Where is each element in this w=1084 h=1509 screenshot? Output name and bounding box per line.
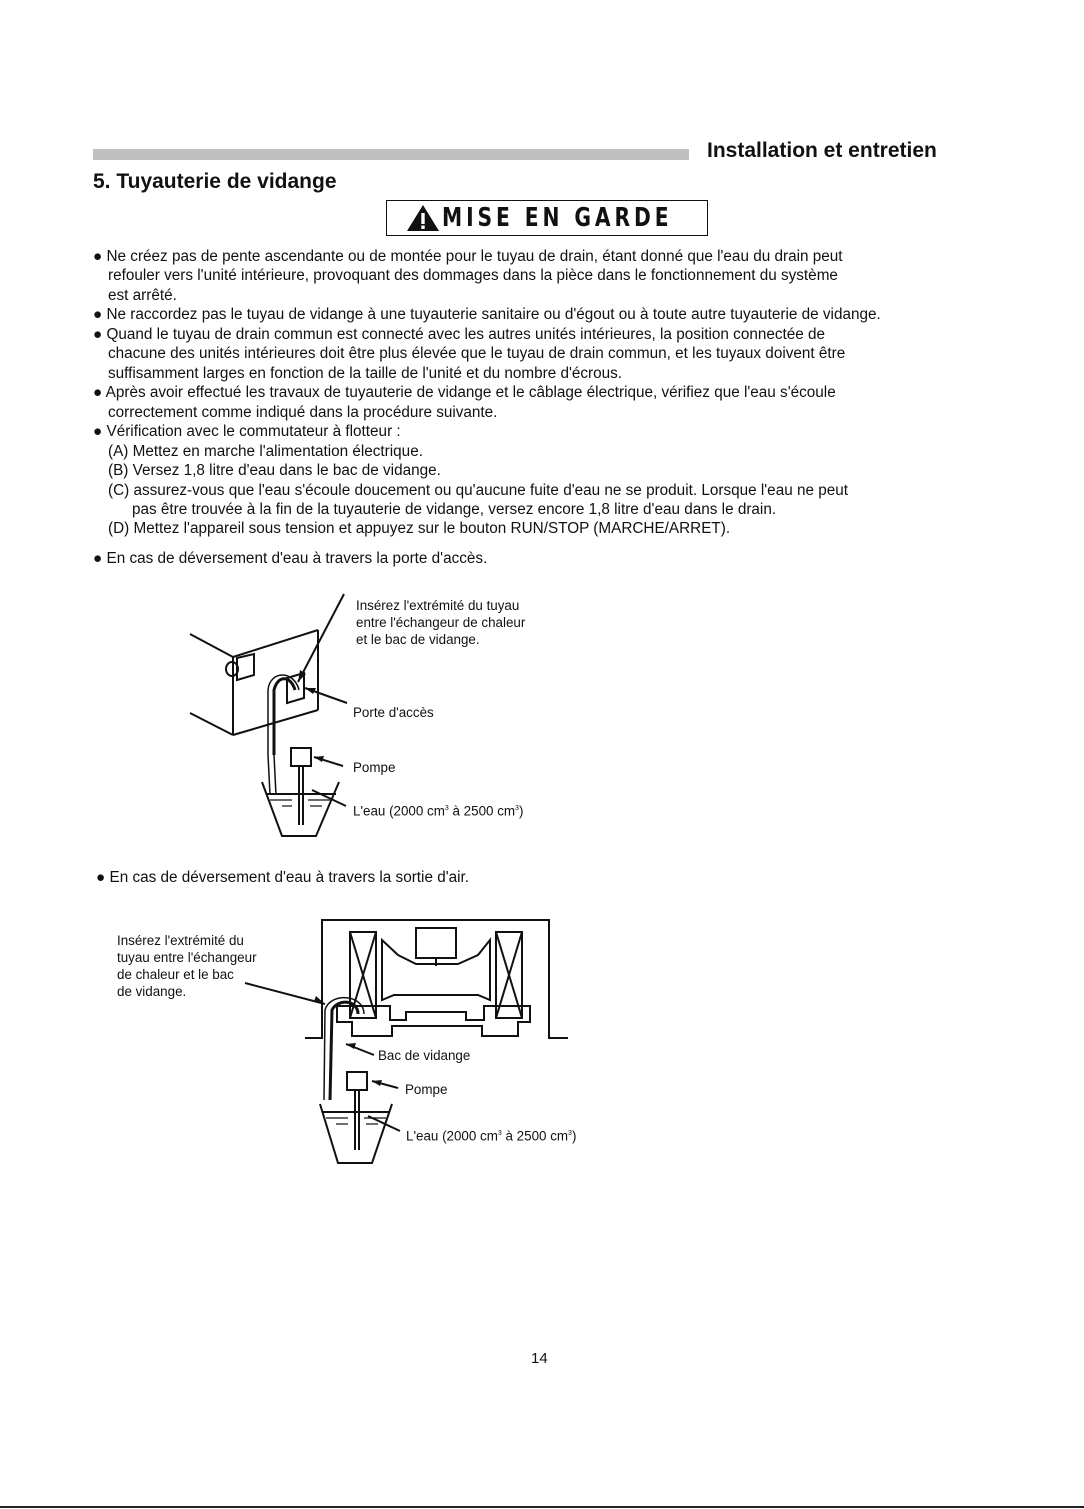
step-line: (B) Versez 1,8 litre d'eau dans le bac de vidange.	[108, 462, 441, 479]
bullet-line: refouler vers l'unité intérieure, provoquant des dommages dans la pièce dans le fonctionnement du système	[108, 267, 838, 284]
page-number: 14	[531, 1350, 548, 1367]
bullet-line: ● Ne raccordez pas le tuyau de vidange à une tuyauterie sanitaire ou d'égout ou à toute autre tuyauterie de vidange.	[93, 306, 881, 323]
bullet-line: correctement comme indiqué dans la procédure suivante.	[108, 404, 498, 421]
bottom-rule	[0, 1506, 1084, 1508]
bullet-line: chacune des unités intérieures doit être plus élevée que le tuyau de drain commun, et les tuyaux doivent être	[108, 345, 846, 362]
fig2-pump-label: Pompe	[405, 1082, 448, 1097]
fig2-insert-label: tuyau entre l'échangeur	[117, 950, 257, 965]
bullet-line: est arrêté.	[108, 287, 177, 304]
fig2-insert-label: de vidange.	[117, 984, 187, 999]
bullet-line: ● Ne créez pas de pente ascendante ou de montée pour le tuyau de drain, étant donné que l'eau du drain peut	[93, 248, 843, 265]
fig1-insert-label: Insérez l'extrémité du tuyau	[356, 598, 520, 613]
fig1-pump-label: Pompe	[353, 760, 396, 775]
fig2-insert-label: de chaleur et le bac	[117, 967, 234, 982]
bullet-line: ● Vérification avec le commutateur à flotteur :	[93, 423, 401, 440]
fig2-water-label: L'eau (2000 $cm^3$ à 2500 $cm^3$)	[406, 1128, 577, 1144]
section-title: 5. Tuyauterie de vidange	[93, 170, 337, 193]
bullet-line: suffisamment larges en fonction de la taille de l'unité et du nombre d'écrous.	[108, 365, 623, 382]
header-title: Installation et entretien	[707, 139, 937, 162]
fig1-insert-label: et le bac de vidange.	[356, 632, 480, 647]
fig2-pan-label: Bac de vidange	[378, 1048, 471, 1063]
warning-label: MISE EN GARDE	[442, 203, 673, 233]
fig1-insert-label: entre l'échangeur de chaleur	[356, 615, 526, 630]
fig1-water-label: L'eau (2000 $cm^3$ à 2500 $cm^3$)	[353, 803, 524, 819]
bullet-line: ● Après avoir effectué les travaux de tuyauterie de vidange et le câblage électrique, vérifiez que l'eau s'écoule	[93, 384, 836, 401]
bullet-line: ● En cas de déversement d'eau à travers la porte d'accès.	[93, 550, 488, 567]
step-line: (A) Mettez en marche l'alimentation électrique.	[108, 443, 423, 460]
step-line: (C) assurez-vous que l'eau s'écoule doucement ou qu'aucune fuite d'eau ne se produit. Lorsque l'eau ne peut	[108, 482, 848, 499]
bullet-line: ● En cas de déversement d'eau à travers la sortie d'air.	[96, 869, 470, 886]
step-line: pas être trouvée à la fin de la tuyauterie de vidange, versez encore 1,8 litre d'eau dans le drain.	[132, 501, 777, 518]
fig2-insert-label: Insérez l'extrémité du	[117, 933, 244, 948]
bullet-line: ● Quand le tuyau de drain commun est connecté avec les autres unités intérieures, la position connectée de	[93, 326, 826, 343]
step-line: (D) Mettez l'appareil sous tension et appuyez sur le bouton RUN/STOP (MARCHE/ARRET).	[108, 520, 731, 537]
fig1-door-label: Porte d'accès	[353, 705, 434, 720]
